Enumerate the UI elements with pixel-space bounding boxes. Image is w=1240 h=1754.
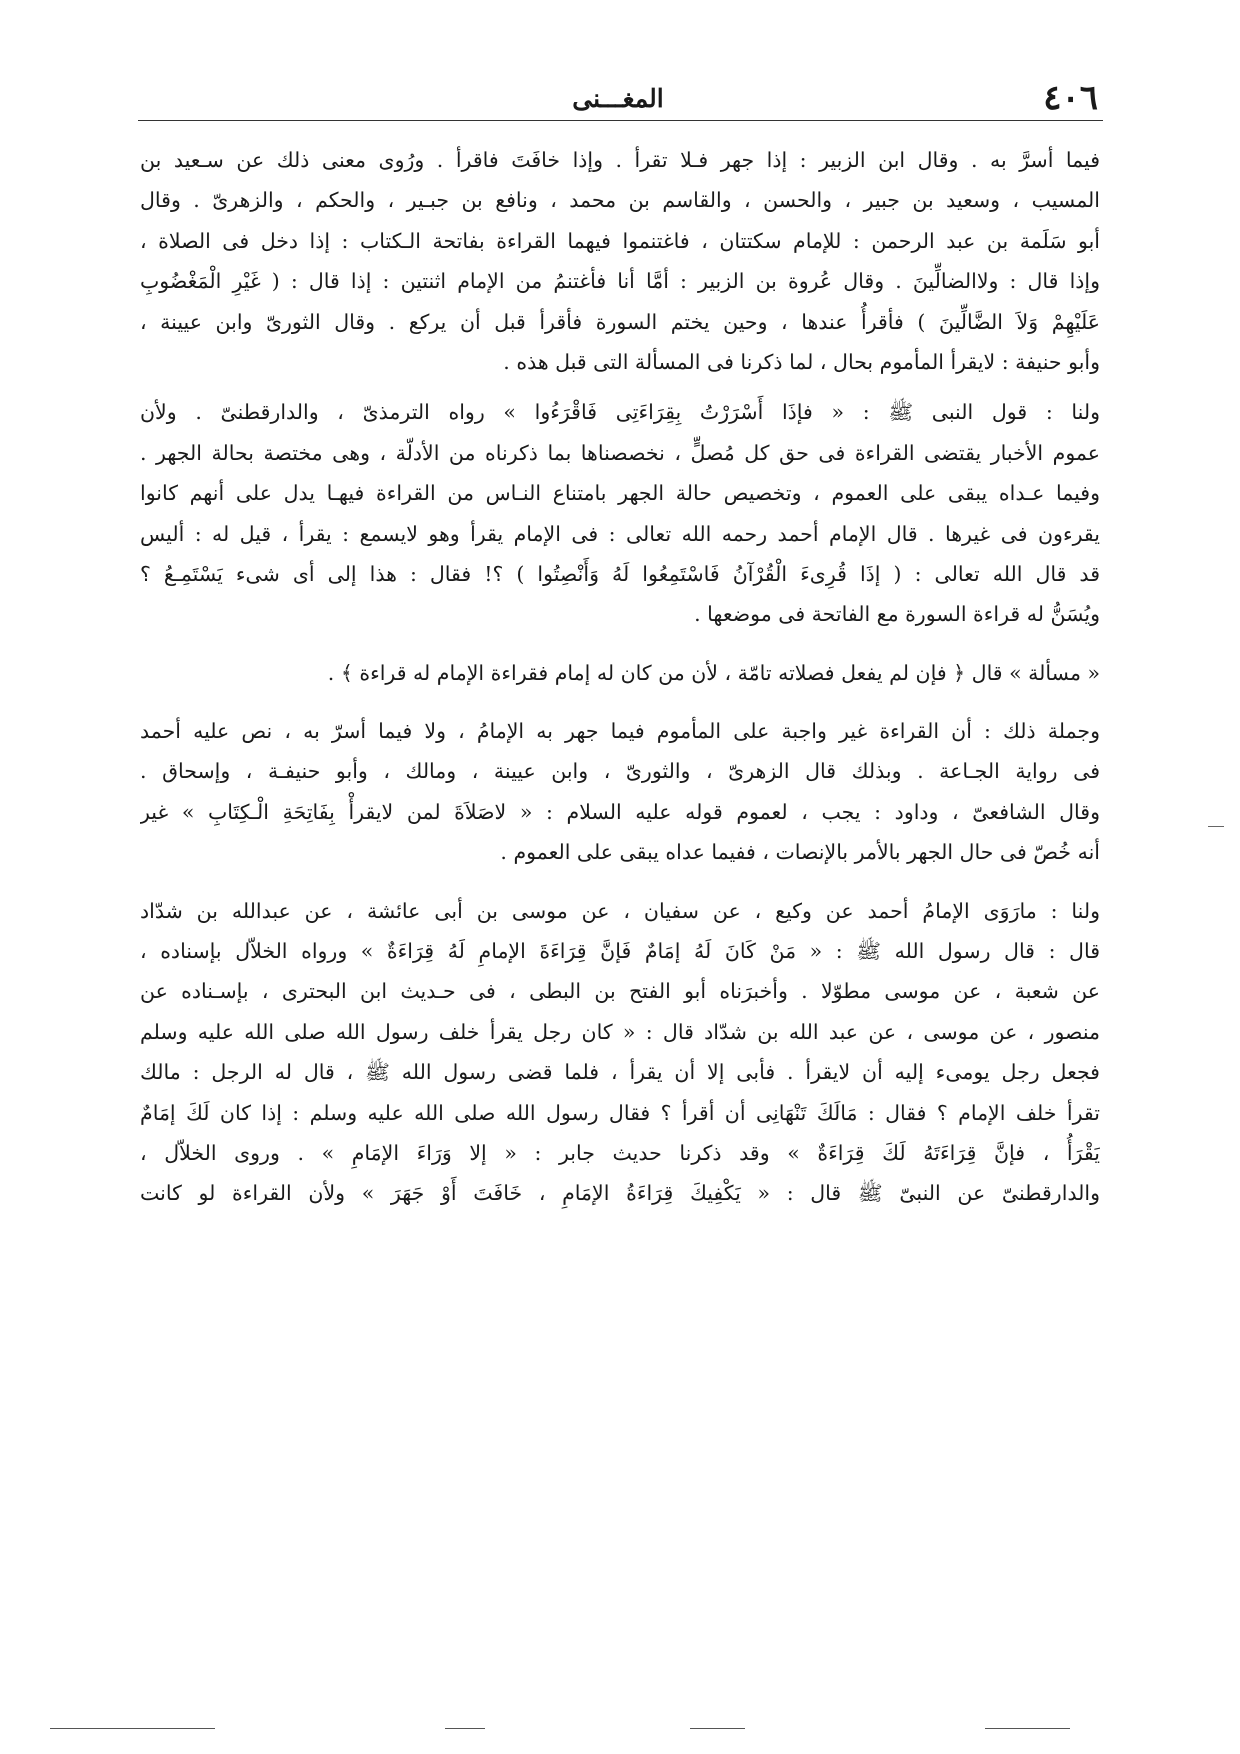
paragraph-p5 bbox=[140, 891, 1100, 1214]
text-line: فى رواية الجـاعة . وبذلك قال الزهرىّ ، والثورىّ ، وابن عيينة ، ومالك ، وأبو حنيفـة ، وإسحاق . bbox=[140, 759, 1100, 784]
page-body bbox=[140, 140, 1100, 1214]
text-line: ولنا : مارَوَى الإمامُ أحمد عن وكيع ، عن سفيان ، عن موسى بن أبى عائشة ، عن عبدالله بن شدّاد bbox=[140, 898, 1100, 923]
text-line: والدارقطنىّ عن النبىّ ﷺ قال : « يَكْفِيكَ قِرَاءَةُ الإمَامِ ، خَافَتَ أَوْ جَهَرَ » ولأن القراءة لو كانت bbox=[140, 1181, 1100, 1206]
text-line: فيما أسرَّ به . وقال ابن الزبير : إذا جهر فـلا تقرأ . وإذا خافَتَ فاقرأ . ورُوى معنى ذلك عن سـعيد بن bbox=[140, 148, 1100, 172]
text-line: المسيب ، وسعيد بن جبير ، والحسن ، والقاسم بن محمد ، ونافع بن جبـير ، والحكم ، والزهرىّ . وقال bbox=[140, 188, 1100, 213]
footer-rule bbox=[50, 1728, 215, 1729]
header-rule bbox=[138, 120, 1103, 121]
paragraph-gap bbox=[140, 873, 1100, 891]
text-line: ويُسَنُّ له قراءة السورة مع الفاتحة فى موضعها . bbox=[694, 602, 1100, 627]
text-line: عن شعبة ، عن موسى مطوّلا . وأخبرَناه أبو الفتح بن البطى ، فى حـديث ابن البحترى ، بإسـناده عن bbox=[140, 979, 1100, 1004]
text-line: وأبو حنيفة : لايقرأ المأموم بحال ، لما ذكرنا فى المسألة التى قبل هذه . bbox=[503, 349, 1100, 374]
text-line: عموم الأخبار يقتضى القراءة فى حق كل مُصلٍّ ، نخصصناها بما ذكرناه من الأدلّة ، وهى مختصة بحالة الجهر . bbox=[140, 440, 1100, 465]
paragraph-p1 bbox=[140, 140, 1100, 382]
text-line: منصور ، عن موسى ، عن عبد الله بن شدّاد قال : « كان رجل يقرأ خلف رسول الله صلى الله عليه وسلم bbox=[140, 1019, 1100, 1044]
text-line: أنه خُصّ فى حال الجهر بالأمر بالإنصات ، ففيما عداه يبقى على العموم . bbox=[500, 840, 1100, 865]
footer-rule bbox=[445, 1728, 485, 1729]
footer-rules bbox=[0, 1728, 1240, 1732]
footer-rule bbox=[985, 1728, 1070, 1729]
text-line: أبو سَلَمة بن عبد الرحمن : للإمام سكتتان ، فاغتنموا فيهما القراءة بفاتحة الـكتاب : إذا دخل فى الصلاة ، bbox=[140, 228, 1100, 253]
text-line: وإذا قال : ولاالضالِّينَ . وقال عُروة بن الزبير : أمَّا أنا فأغتنمُ من الإمام اثنتين : إذا قال : ( غَيْرِ الْمَغْضُوبِ bbox=[140, 269, 1100, 294]
page-number: ٤٠٦ bbox=[1043, 78, 1098, 118]
text-line: يقرءون فى غيرها . قال الإمام أحمد رحمه الله تعالى : فى الإمام يقرأ وهو لايسمع : يقرأ ، قيل له : أليس bbox=[140, 521, 1100, 546]
paragraph-p4 bbox=[140, 711, 1100, 873]
paragraph-p2 bbox=[140, 392, 1100, 634]
text-line: تقرأ خلف الإمام ؟ فقال : مَالَكَ تَنْهَانِى أن أقرأ ؟ فقال رسول الله صلى الله عليه وسلم : إذا كان لَكَ إمَامٌ bbox=[140, 1100, 1100, 1125]
margin-dash-mark bbox=[1208, 826, 1224, 827]
text-line: فجعل رجل يومىء إليه أن لايقرأ . فأبى إلا أن يقرأ ، فلما قضى رسول الله ﷺ ، قال له الرجل : مالك bbox=[140, 1060, 1100, 1085]
text-line: عَلَيْهِمْ وَلاَ الضَّالِّينَ ) فأقرأُ عندها ، وحين يختم السورة فأقرأ قبل أن يركع . وقال الثورىّ وابن عيينة ، bbox=[140, 309, 1100, 334]
text-line: « مسألة » قال ﴿ فإن لم يفعل فصلاته تامّة ، لأن من كان له إمام فقراءة الإمام له قراءة ﴾ . bbox=[327, 660, 1100, 685]
text-line: وفيما عـداه يبقى على العموم ، وتخصيص حالة الجهر بامتناع النـاس من القراءة فيهـا يدل على أنهم كانوا bbox=[140, 481, 1100, 506]
paragraph-gap bbox=[140, 635, 1100, 653]
text-line: قد قال الله تعالى : ( إذَا قُرِىءَ الْقُرْآنُ فَاسْتَمِعُوا لَهُ وَأَنْصِتُوا ) ؟! فقال : هذا إلى أى شىء يَسْتَمِـعُ ؟ bbox=[140, 561, 1100, 586]
paragraph-p3-masala bbox=[140, 653, 1100, 693]
text-line: يَقْرَأُ ، فإنَّ قِرَاءَتَهُ لَكَ قِرَاءَةٌ » وقد ذكرنا حديث جابر : « إلا وَرَاءَ الإمَامِ » . وروى الخلاّل ، bbox=[140, 1140, 1100, 1165]
text-line: وقال الشافعىّ ، وداود : يجب ، لعموم قوله عليه السلام : « لاصَلاَةَ لمن لايقرأْ بِفَاتِحَةِ الْـكِتَابِ » غير bbox=[140, 799, 1100, 824]
text-line: قال : قال رسول الله ﷺ : « مَنْ كَانَ لَهُ إمَامٌ فَإنَّ قِرَاءَةَ الإمامِ لَهُ قِرَاءَةٌ » ورواه الخلاّل بإسناده ، bbox=[140, 939, 1100, 964]
text-line: وجملة ذلك : أن القراءة غير واجبة على المأموم فيما جهر به الإمامُ ، ولا فيما أسرّ به ، نص عليه أحمد bbox=[140, 719, 1100, 744]
paragraph-gap bbox=[140, 693, 1100, 711]
paragraph-gap bbox=[140, 382, 1100, 392]
running-title: المغـــنى bbox=[572, 84, 664, 113]
page-header bbox=[138, 78, 1098, 118]
footer-rule bbox=[690, 1728, 745, 1729]
text-line: ولنا : قول النبى ﷺ : « فإذَا أَسْرَرْتُ بِقِرَاءَتِى فَاقْرَءُوا » رواه الترمذىّ ، والدارقطنىّ . ولأن bbox=[140, 400, 1100, 425]
